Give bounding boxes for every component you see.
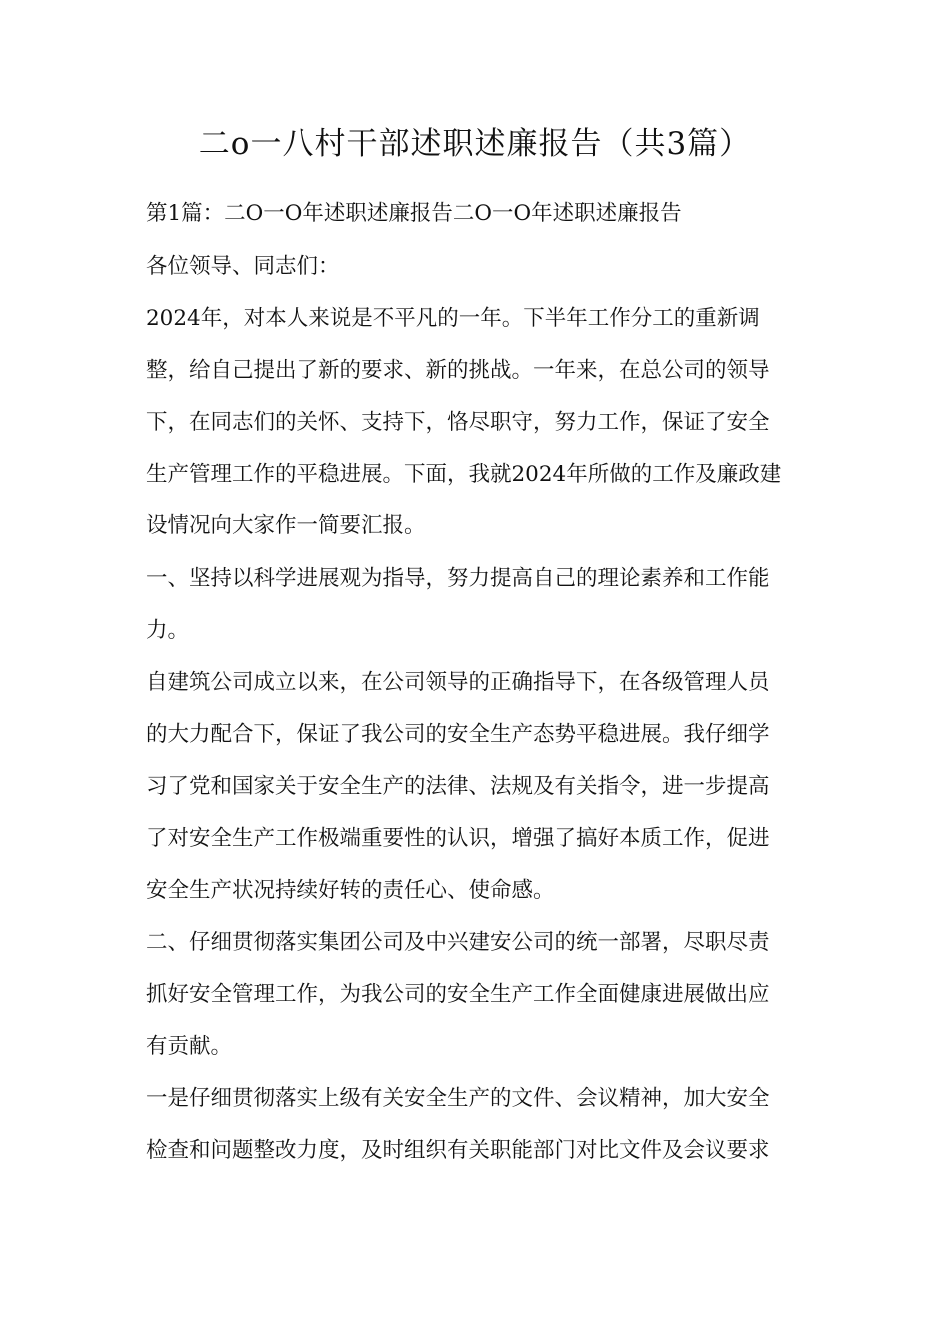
body-line: 安全生产状况持续好转的责任心、使命感。 — [146, 878, 555, 903]
body-line: 一、坚持以科学进展观为指导，努力提高自己的理论素养和工作能 — [146, 566, 770, 591]
body-line: 生产管理工作的平稳进展。下面，我就2024年所做的工作及廉政建 — [146, 462, 782, 487]
body-line: 下，在同志们的关怀、支持下，恪尽职守，努力工作，保证了安全 — [146, 410, 770, 435]
body-line: 的大力配合下，保证了我公司的安全生产态势平稳进展。我仔细学 — [146, 722, 770, 747]
body-line: 力。 — [146, 618, 190, 643]
document-title: 二o一八村干部述职述廉报告（共3篇） — [198, 126, 752, 162]
body-line: 整，给自己提出了新的要求、新的挑战。一年来，在总公司的领导 — [146, 358, 770, 383]
body-line-salutation: 各位领导、同志们： — [146, 254, 340, 279]
body-line: 设情况向大家作一简要汇报。 — [146, 513, 426, 538]
body-line: 抓好安全管理工作，为我公司的安全生产工作全面健康进展做出应 — [146, 982, 770, 1007]
body-line: 二、仔细贯彻落实集团公司及中兴建安公司的统一部署，尽职尽责 — [146, 930, 770, 955]
body-line: 有贡献。 — [146, 1034, 233, 1059]
body-line: 自建筑公司成立以来，在公司领导的正确指导下，在各级管理人员 — [146, 670, 770, 695]
body-line: 了对安全生产工作极端重要性的认识，增强了搞好本质工作，促进 — [146, 826, 770, 851]
body-line: 习了党和国家关于安全生产的法律、法规及有关指令，进一步提高 — [146, 774, 770, 799]
body-line: 检查和问题整改力度，及时组织有关职能部门对比文件及会议要求 — [146, 1138, 770, 1163]
body-line-heading: 第1篇：二O一O年述职述廉报告二O一O年述职述廉报告 — [146, 201, 682, 226]
body-line: 一是仔细贯彻落实上级有关安全生产的文件、会议精神，加大安全 — [146, 1086, 770, 1111]
body-line: 2024年，对本人来说是不平凡的一年。下半年工作分工的重新调 — [146, 306, 760, 331]
